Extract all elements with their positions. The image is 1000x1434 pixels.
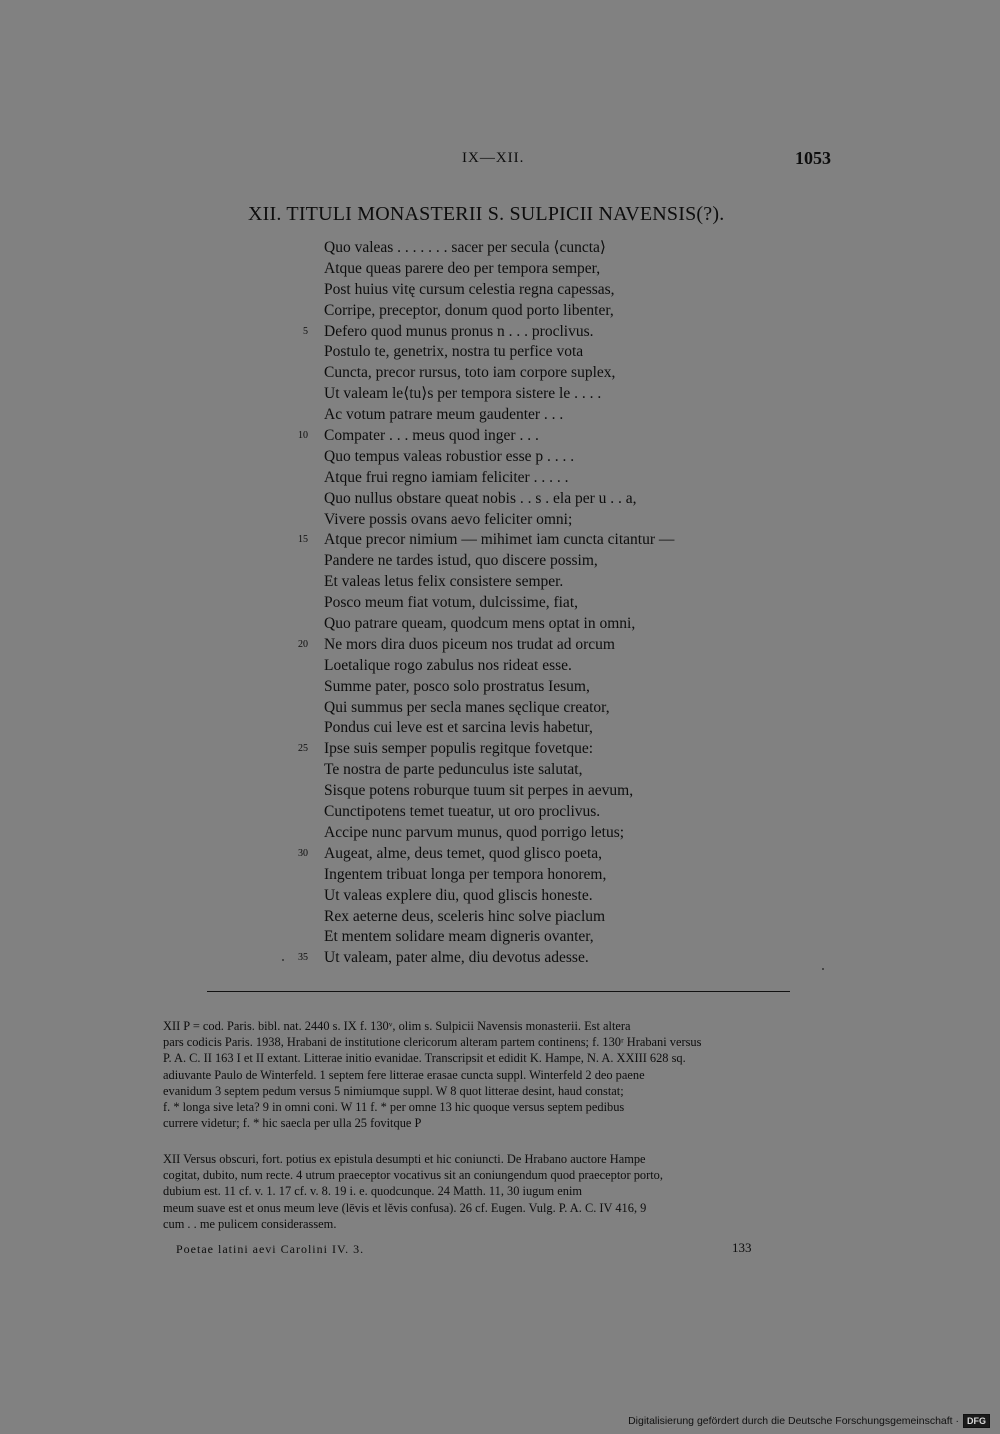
verse-line <box>0 280 1000 301</box>
verse-line <box>0 781 1000 802</box>
verse-text: Ipse suis semper populis regitque fovetque: <box>324 740 594 758</box>
verse-line <box>0 739 1000 760</box>
verse-text: Vivere possis ovans aevo feliciter omni; <box>324 510 573 528</box>
verse-line <box>0 489 1000 510</box>
verse-line <box>0 844 1000 865</box>
verse-text: Quo patrare queam, quodcum mens optat in omni, <box>324 615 636 633</box>
verse-text: Augeat, alme, deus temet, quod glisco poeta, <box>324 844 603 862</box>
verse-text: Atque frui regno iamiam feliciter . . . . . <box>324 468 569 486</box>
verse-line <box>0 530 1000 551</box>
verse-line <box>0 802 1000 823</box>
verse-text: Cunctipotens temet tueatur, ut oro proclivus. <box>324 803 601 821</box>
verse-line <box>0 865 1000 886</box>
verse-text: Ut valeam le⟨tu⟩s per tempora sistere le . . . . <box>324 385 602 403</box>
verse-line <box>0 405 1000 426</box>
verse-text: Et mentem solidare meam digneris ovanter, <box>324 928 594 946</box>
line-number: 15 <box>298 534 308 546</box>
apparatus-line: pars codicis Paris. 1938, Hrabani de institutione clericorum alteram partem continens; f. 130ʳ Hrabani versus <box>163 1035 702 1050</box>
line-number: 30 <box>298 847 308 859</box>
verse-text: Qui summus per secla manes sęclique creator, <box>324 698 610 716</box>
verse-line <box>0 760 1000 781</box>
line-number: 10 <box>298 430 308 442</box>
line-number: 20 <box>298 638 308 650</box>
apparatus-line: cum . . me pulicem considerassem. <box>163 1216 337 1231</box>
verse-text: Te nostra de parte pedunculus iste salutat, <box>324 761 583 779</box>
line-number: 5 <box>303 325 308 337</box>
verse-line <box>0 886 1000 907</box>
footnote-rule <box>207 991 790 992</box>
verse-line <box>0 907 1000 928</box>
verse-text: Quo valeas . . . . . . . sacer per secula ⟨cuncta⟩ <box>324 239 606 256</box>
verse-line <box>0 656 1000 677</box>
verse-line <box>0 677 1000 698</box>
verse-line <box>0 718 1000 739</box>
verse-line <box>0 698 1000 719</box>
verse-text: Accipe nunc parvum munus, quod porrigo letus; <box>324 823 625 841</box>
verse-text: Ac votum patrare meum gaudenter . . . <box>324 406 564 424</box>
apparatus-line: dubium est. 11 cf. v. 1. 17 cf. v. 8. 19 i. e. quodcunque. 24 Matth. 11, 30 iugum enim <box>163 1184 583 1199</box>
verse-line <box>0 823 1000 844</box>
line-number: 25 <box>298 743 308 755</box>
verse-text: Pondus cui leve est et sarcina levis habetur, <box>324 719 593 737</box>
verse-line <box>0 593 1000 614</box>
verse-line <box>0 635 1000 656</box>
verse-line <box>0 572 1000 593</box>
verse-line <box>0 363 1000 384</box>
verse-text: Ne mors dira duos piceum nos trudat ad orcum <box>324 635 615 653</box>
digitization-text: Digitalisierung gefördert durch die Deutsche Forschungsgemeinschaft · <box>628 1415 959 1427</box>
critical-apparatus <box>163 1018 835 1131</box>
verse-text: Pandere ne tardes istud, quo discere possim, <box>324 552 598 570</box>
sheet-signature: 133 <box>732 1240 752 1255</box>
verse-text: Summe pater, posco solo prostratus Iesum, <box>324 677 590 695</box>
running-title: IX—XII. <box>462 150 525 166</box>
poem <box>0 238 1000 969</box>
verse-line <box>0 384 1000 405</box>
verse-line <box>0 468 1000 489</box>
scan-speck <box>282 959 284 961</box>
verse-line <box>0 342 1000 363</box>
verse-text: Quo nullus obstare queat nobis . . s . ela per u . . a, <box>324 489 637 507</box>
page-footer <box>0 1242 1000 1262</box>
page-number: 1053 <box>795 148 831 168</box>
apparatus-line: XII Versus obscuri, fort. potius ex epistula desumpti et hic coniuncti. De Hrabano auctore Hampe <box>163 1152 646 1166</box>
apparatus-line: XII P = cod. Paris. bibl. nat. 2440 s. IX f. 130ᵛ, olim s. Sulpicii Navensis monasterii. Est altera <box>163 1019 631 1033</box>
verse-text: Post huius vitę cursum celestia regna capessas, <box>324 280 615 298</box>
verse-line <box>0 322 1000 343</box>
verse-text: Atque precor nimium — mihimet iam cuncta citantur — <box>324 531 675 549</box>
verse-text: Loetalique rogo zabulus nos rideat esse. <box>324 656 572 674</box>
verse-text: Ut valeam, pater alme, diu devotus adesse. <box>324 949 589 967</box>
running-head <box>0 150 1000 172</box>
digitization-note <box>628 1414 990 1428</box>
verse-text: Ingentem tribuat longa per tempora honorem, <box>324 865 607 883</box>
verse-line <box>0 238 1000 259</box>
apparatus-line: P. A. C. II 163 I et II extant. Litterae initio evanidae. Transcripsit et edidit K. Hampe, N. A. XXIII 628 sq. <box>163 1051 686 1066</box>
verse-text: Posco meum fiat votum, dulcissime, fiat, <box>324 594 578 612</box>
verse-text: Postulo te, genetrix, nostra tu perfice vota <box>324 343 584 361</box>
commentary-apparatus <box>163 1151 835 1232</box>
apparatus-line: cogitat, dubito, num recte. 4 utrum praeceptor vocativus sit an coniungendum quod praeceptor porto, <box>163 1168 663 1183</box>
section-title: XII. TITULI MONASTERII S. SULPICII NAVENSIS(?). <box>248 203 725 225</box>
verse-text: Atque queas parere deo per tempora semper, <box>324 259 601 277</box>
line-number: 35 <box>298 952 308 964</box>
verse-text: Ut valeas explere diu, quod gliscis honeste. <box>324 886 593 904</box>
verse-line <box>0 259 1000 280</box>
scan-speck <box>822 968 824 970</box>
verse-line <box>0 447 1000 468</box>
apparatus-line: f. * longa sive leta? 9 in omni coni. W 11 f. * per omne 13 hic quoque versus septem pedibus <box>163 1099 625 1114</box>
apparatus-line: adiuvante Paulo de Winterfeld. 1 septem fere litterae erasae cuncta suppl. Winterfeld 2 deo paene <box>163 1067 645 1082</box>
verse-line <box>0 551 1000 572</box>
footer-title: Poetae latini aevi Carolini IV. 3. <box>176 1242 365 1256</box>
verse-line <box>0 614 1000 635</box>
verse-text: Compater . . . meus quod inger . . . <box>324 427 539 445</box>
verse-text: Rex aeterne deus, sceleris hinc solve piaclum <box>324 907 606 925</box>
verse-line <box>0 927 1000 948</box>
verse-text: Sisque potens roburque tuum sit perpes in aevum, <box>324 782 634 800</box>
verse-text: Cuncta, precor rursus, toto iam corpore suplex, <box>324 364 616 382</box>
apparatus-line: currere videtur; f. * hic saecla per ulla 25 fovitque P <box>163 1116 422 1131</box>
apparatus-line: meum suave est et onus meum leve (lēvis et lĕvis confusa). 26 cf. Eugen. Vulg. P. A. C. IV 416, 9 <box>163 1200 647 1215</box>
verse-text: Quo tempus valeas robustior esse p . . . . <box>324 447 575 465</box>
apparatus-line: evanidum 3 septem pedum versus 5 nimiumque suppl. W 8 quot litterae desint, haud constat; <box>163 1083 624 1098</box>
verse-line <box>0 426 1000 447</box>
verse-text: Defero quod munus pronus n . . . proclivus. <box>324 322 594 340</box>
verse-text: Corripe, preceptor, donum quod porto libenter, <box>324 301 614 319</box>
verse-line <box>0 948 1000 969</box>
dfg-logo-icon: DFG <box>963 1414 990 1428</box>
verse-line <box>0 301 1000 322</box>
verse-text: Et valeas letus felix consistere semper. <box>324 573 564 591</box>
verse-line <box>0 510 1000 531</box>
